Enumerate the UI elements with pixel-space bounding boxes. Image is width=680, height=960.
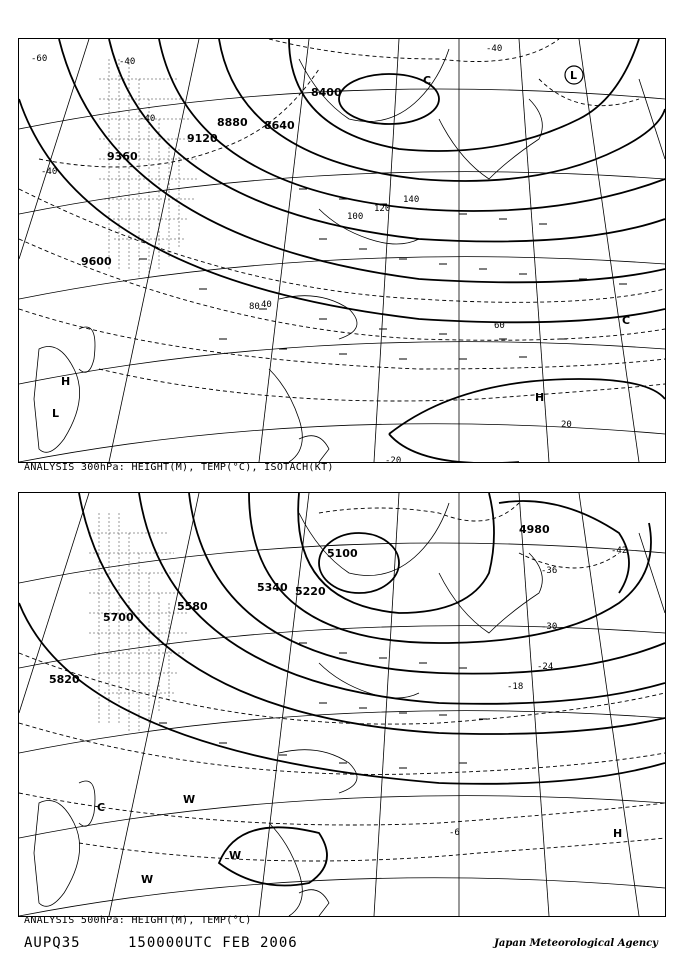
valid-time: 150000UTC FEB 2006: [128, 935, 298, 951]
map-panel-500hpa: [18, 492, 666, 917]
graticule: [19, 39, 665, 462]
isotach-lines: [19, 39, 665, 401]
isotach-label: 140: [403, 195, 420, 205]
pressure-center-C: C: [97, 801, 106, 814]
pressure-center-L: L: [570, 69, 578, 82]
pressure-center-H: H: [535, 391, 545, 404]
height-label: 5820: [49, 673, 80, 686]
height-label: 5340: [257, 581, 288, 594]
isotach-label: -20: [385, 456, 402, 462]
pressure-center-H: H: [613, 827, 623, 840]
height-label: 5700: [103, 611, 134, 624]
grid-hatch: [99, 59, 199, 279]
pressure-center-L: L: [52, 407, 60, 420]
chart-code: AUPQ35: [24, 935, 81, 951]
isotach-label: 60: [494, 321, 505, 331]
isotach-label: 40: [261, 300, 272, 310]
temp-label: -24: [537, 662, 554, 672]
isotach-label: 80: [249, 302, 260, 312]
height-label: 9360: [107, 150, 138, 163]
isotach-label: 100: [347, 212, 364, 222]
map-300hpa-svg: [19, 39, 665, 462]
temp-label: -36: [541, 566, 558, 576]
height-label: 5580: [177, 600, 208, 613]
isotach-label: 20: [561, 420, 572, 430]
height-label: 8640: [264, 119, 295, 132]
height-label: 9600: [81, 255, 112, 268]
caption-500hpa: ANALYSIS 500hPa: HEIGHT(M), TEMP(°C): [24, 915, 252, 926]
pressure-center-C: C: [622, 314, 631, 327]
height-label: 4980: [519, 523, 550, 536]
height-label: 9120: [187, 132, 218, 145]
pressure-center-C: C: [423, 74, 432, 87]
temp-label: -18: [507, 682, 524, 692]
height-label: 8400: [311, 86, 342, 99]
caption-300hpa: ANALYSIS 300hPa: HEIGHT(M), TEMP(°C), ISOTACH(KT): [24, 462, 334, 473]
agency-credit: Japan Meteorological Agency: [494, 938, 658, 949]
map-panel-300hpa: [18, 38, 666, 463]
wind-barbs: [159, 643, 487, 768]
temp-label: -40: [41, 167, 58, 177]
height-contours: [19, 39, 665, 462]
height-label: 5220: [295, 585, 326, 598]
temp-label: -40: [119, 57, 136, 67]
temp-label: -40: [486, 44, 503, 54]
temp-label: -40: [139, 114, 156, 124]
height-label: 8880: [217, 116, 248, 129]
pressure-center-W: W: [141, 873, 154, 886]
pressure-center-W: W: [229, 849, 242, 862]
temp-label: -60: [31, 54, 48, 64]
isotach-label: 120: [374, 204, 391, 214]
temp-label: -6: [449, 828, 460, 838]
pressure-center-H: H: [61, 375, 71, 388]
height-label: 5100: [327, 547, 358, 560]
temp-label: -42: [611, 546, 628, 556]
temp-label: -30: [541, 622, 558, 632]
map-500hpa-svg: [19, 493, 665, 916]
pressure-center-W: W: [183, 793, 196, 806]
